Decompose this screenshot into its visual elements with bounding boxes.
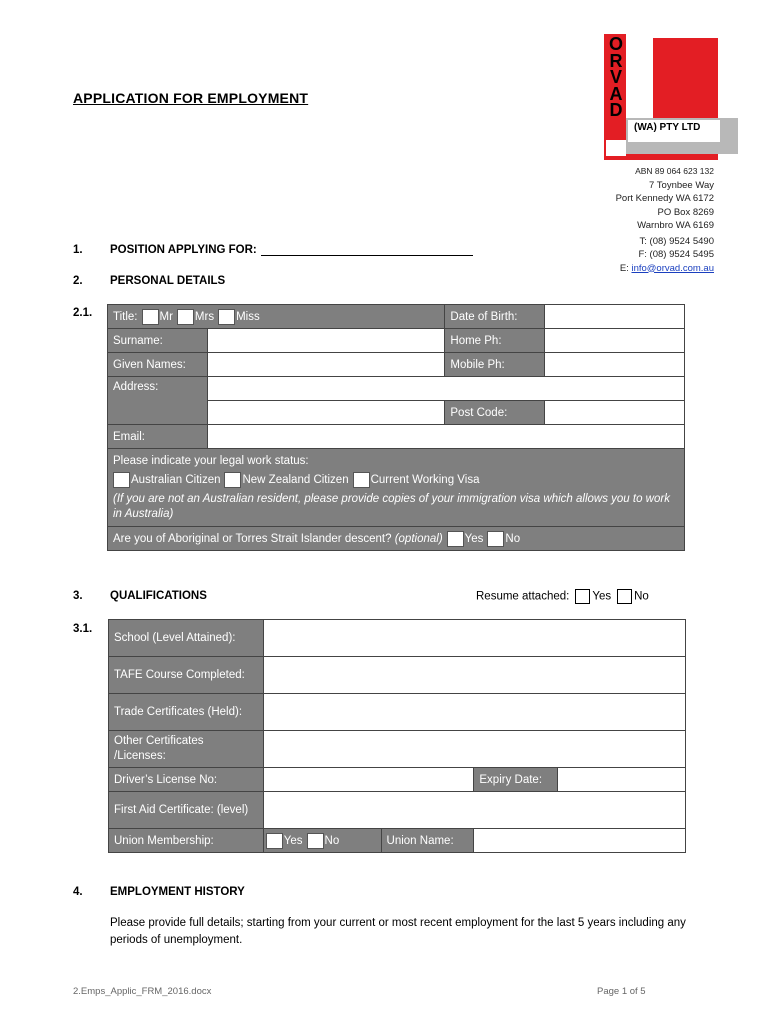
union-label: Union Membership: xyxy=(109,829,264,853)
expiry-field[interactable] xyxy=(558,768,686,792)
miss-label: Miss xyxy=(236,310,260,323)
australian-citizen-label: Australian Citizen xyxy=(131,474,221,486)
logo-letter: D xyxy=(609,100,623,120)
address-field-1[interactable] xyxy=(207,377,684,401)
email-field[interactable] xyxy=(207,425,684,449)
first-aid-label xyxy=(109,792,264,829)
work-status-prompt: Please indicate your legal work status: xyxy=(113,455,309,467)
mobile-ph-field[interactable] xyxy=(545,353,685,377)
title-cell xyxy=(108,305,445,329)
aboriginal-question: Are you of Aboriginal or Torres Strait Islander descent? xyxy=(113,532,392,545)
union-name-field[interactable] xyxy=(474,829,686,853)
union-no-checkbox[interactable] xyxy=(307,833,324,849)
optional-label: (optional) xyxy=(394,532,443,545)
street: 7 Toynbee Way xyxy=(649,179,714,191)
qualifications-table xyxy=(108,619,686,853)
position-applying xyxy=(110,244,473,256)
email-link[interactable]: info@orvad.com.au xyxy=(631,262,714,274)
surname-field[interactable] xyxy=(207,329,444,353)
personal-details-table xyxy=(107,304,685,551)
position-input-line[interactable] xyxy=(261,245,473,256)
email-label: Email: xyxy=(108,425,208,449)
work-status-options xyxy=(113,471,679,490)
resume-no-label: No xyxy=(634,590,649,603)
section-number: 2. xyxy=(73,275,83,287)
expiry-label: Expiry Date: xyxy=(474,768,558,792)
title-label: Title: xyxy=(113,310,138,323)
drivers-field[interactable] xyxy=(263,768,474,792)
fax: F: (08) 9524 5495 xyxy=(638,249,714,260)
first-aid-label-text: First Aid Certificate: (level) xyxy=(114,803,249,816)
resume-yes-label: Yes xyxy=(592,590,612,603)
trade-label xyxy=(109,694,264,731)
visa-note: (If you are not an Australian resident, please provide copies of your immigration visa which allows you to work in Australia) xyxy=(113,493,670,520)
union-yes-checkbox[interactable] xyxy=(266,833,283,849)
logo-letter: A xyxy=(609,83,623,104)
phone: T: (08) 9524 5490 xyxy=(639,235,714,247)
mobile-ph-label: Mobile Ph: xyxy=(445,353,545,377)
aboriginal-yes-label: Yes xyxy=(464,532,484,545)
page-title: APPLICATION FOR EMPLOYMENT xyxy=(73,90,309,106)
surname-label: Surname: xyxy=(108,329,208,353)
aboriginal-yes-checkbox[interactable] xyxy=(447,531,464,547)
resume-label: Resume attached: xyxy=(476,590,570,603)
working-visa-checkbox[interactable] xyxy=(353,472,370,488)
first-aid-field[interactable] xyxy=(263,792,685,829)
address-label: Address: xyxy=(108,377,208,425)
work-status-cell xyxy=(108,449,685,527)
footer-page: Page 1 of 5 xyxy=(597,986,646,997)
employment-history-text: Please provide full details; starting from your current or most recent employment for the last 5 years including any periods of unemployment. xyxy=(110,917,686,946)
australian-citizen-checkbox[interactable] xyxy=(113,472,130,488)
po-box: PO Box 8269 xyxy=(657,206,714,218)
address-field-2[interactable] xyxy=(207,401,444,425)
subsection-number: 2.1. xyxy=(73,307,93,319)
abn: ABN 89 064 623 132 xyxy=(635,166,714,176)
company-address xyxy=(616,165,714,275)
miss-checkbox[interactable] xyxy=(218,309,235,325)
footer-filename: 2.Emps_Applic_FRM_2016.docx xyxy=(73,986,212,997)
aboriginal-cell xyxy=(108,527,685,551)
home-ph-label: Home Ph: xyxy=(445,329,545,353)
resume-attached xyxy=(476,589,649,604)
post-code-label: Post Code: xyxy=(445,401,545,425)
company-logo xyxy=(604,34,740,164)
section-number: 4. xyxy=(73,886,83,898)
section-number: 3. xyxy=(73,590,83,602)
union-options xyxy=(263,829,381,853)
aboriginal-no-label: No xyxy=(505,532,521,545)
union-name-label: Union Name: xyxy=(381,829,474,853)
resume-yes-checkbox[interactable] xyxy=(575,589,590,604)
trade-field[interactable] xyxy=(263,694,685,731)
tafe-label xyxy=(109,657,264,694)
school-field[interactable] xyxy=(263,620,685,657)
logo-letter: V xyxy=(609,67,622,87)
logo-letter: R xyxy=(609,50,623,71)
mr-label: Mr xyxy=(159,310,173,323)
drivers-label: Driver’s License No: xyxy=(109,768,264,792)
po-suburb: Warnbro WA 6169 xyxy=(637,220,714,231)
mr-checkbox[interactable] xyxy=(142,309,159,325)
suburb: Port Kennedy WA 6172 xyxy=(615,193,714,204)
subsection-number: 3.1. xyxy=(73,623,93,635)
section-number: 1. xyxy=(73,244,83,256)
resume-no-checkbox[interactable] xyxy=(617,589,632,604)
school-label xyxy=(109,620,264,657)
given-names-field[interactable] xyxy=(207,353,444,377)
trade-label-text: Trade Certificates (Held): xyxy=(114,705,243,718)
email-label: E: xyxy=(619,262,629,274)
dob-field[interactable] xyxy=(545,305,685,329)
home-ph-field[interactable] xyxy=(545,329,685,353)
given-names-label: Given Names: xyxy=(108,353,208,377)
section-title: EMPLOYMENT HISTORY xyxy=(110,886,245,898)
nz-citizen-checkbox[interactable] xyxy=(224,472,241,488)
position-label: POSITION APPLYING FOR: xyxy=(110,244,257,256)
tafe-label-text: TAFE Course Completed: xyxy=(114,668,245,681)
school-label-text: School (Level Attained): xyxy=(114,631,236,644)
logo-tagline: (WA) PTY LTD xyxy=(634,122,701,133)
other-cert-field[interactable] xyxy=(263,731,685,768)
section-title: QUALIFICATIONS xyxy=(110,590,207,602)
nz-citizen-label: New Zealand Citizen xyxy=(242,474,349,486)
post-code-field[interactable] xyxy=(545,401,685,425)
union-yes-label: Yes xyxy=(283,834,303,847)
logo-letter: O xyxy=(608,34,623,54)
section-title: PERSONAL DETAILS xyxy=(110,275,226,287)
tafe-field[interactable] xyxy=(263,657,685,694)
other-cert-label-text: Other Certificates /Licenses: xyxy=(114,735,204,762)
email-line xyxy=(616,262,714,276)
dob-label: Date of Birth: xyxy=(445,305,545,329)
mrs-label: Mrs xyxy=(194,310,215,323)
other-cert-label xyxy=(109,731,264,768)
working-visa-label: Current Working Visa xyxy=(370,474,480,486)
mrs-checkbox[interactable] xyxy=(177,309,194,325)
union-no-label: No xyxy=(324,834,340,847)
aboriginal-no-checkbox[interactable] xyxy=(487,531,504,547)
